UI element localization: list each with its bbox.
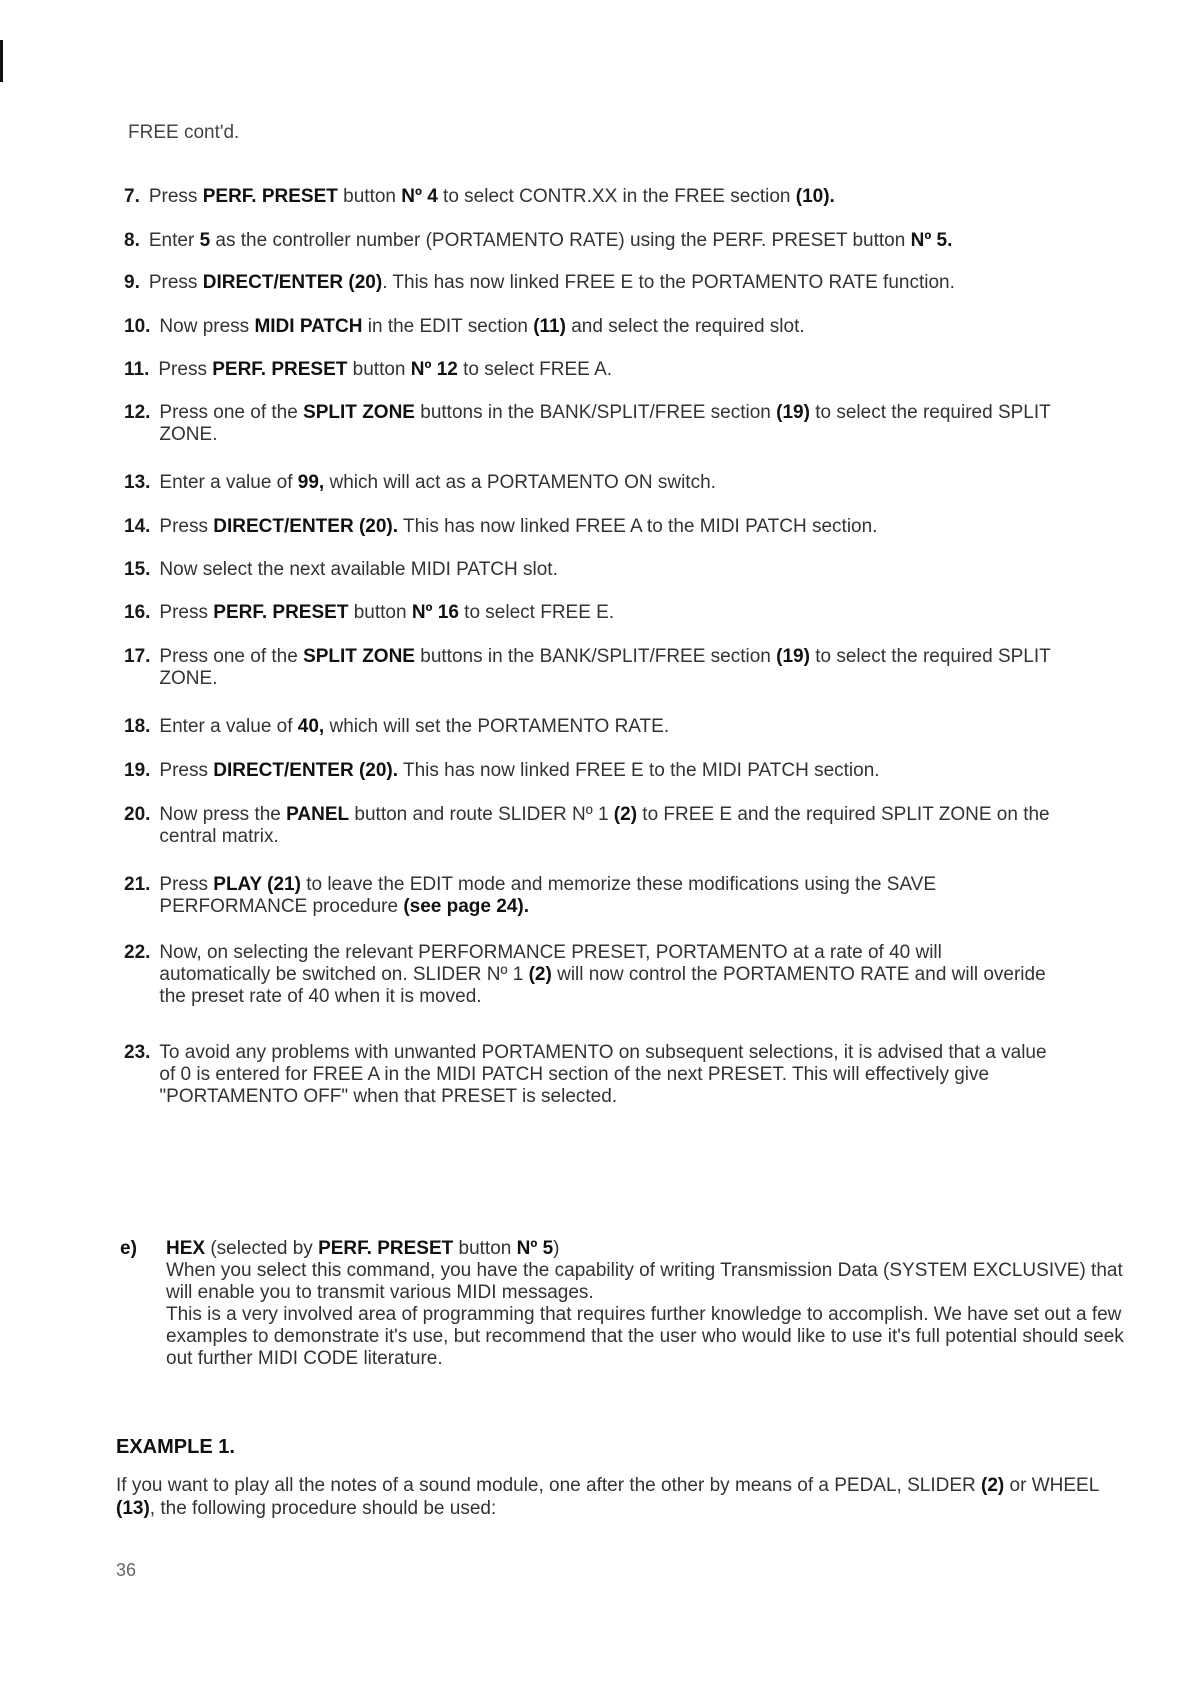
step-number: 21. [124,874,151,895]
step-text [159,716,1054,738]
step-number: 15. [124,559,151,580]
step-item [124,186,1054,208]
step-item [124,804,1054,848]
text-run: This has now linked FREE E to the MIDI PATCH section. [398,760,880,781]
step-item [124,559,1054,581]
step-item [124,516,1054,538]
step-number: 17. [124,646,151,667]
bold-term: DIRECT/ENTER (20). [213,516,399,537]
step-text [159,472,1054,494]
text-run: ) [553,1238,560,1259]
step-number: 9. [124,272,140,293]
bold-term: PERF. PRESET [213,602,349,623]
step-item [124,760,1054,782]
step-item [124,874,1054,918]
text-run: Now press [159,316,255,337]
text-run: to select FREE A. [457,359,613,380]
step-text [159,646,1054,690]
text-run: button and route SLIDER Nº 1 [349,804,614,825]
text-run: . This has now linked FREE E to the PORTAMENTO RATE function. [382,272,955,293]
step-number: 8. [124,230,140,251]
step-text [159,1042,1054,1108]
step-number: 19. [124,760,151,781]
bold-term: PERF. PRESET [318,1238,454,1259]
step-number: 13. [124,472,151,493]
hex-section [120,1238,1130,1370]
hex-label: e) [120,1238,137,1259]
text-run: Press [159,602,214,623]
step-number: 16. [124,602,151,623]
text-run: Enter [148,230,200,251]
step-item [124,646,1054,690]
step-text [159,874,1054,918]
text-run: to select the required SPLIT ZONE. [159,646,1051,689]
step-item [124,602,1054,624]
text-run: Press [148,272,203,293]
step-item [124,316,1054,338]
step-text [149,186,1054,208]
example-body [116,1474,1128,1520]
step-number: 23. [124,1042,151,1063]
step-item [124,402,1054,446]
bold-term: DIRECT/ENTER (20). [213,760,399,781]
text-run: Now press the [159,804,287,825]
step-number: 22. [124,942,151,963]
step-item [124,472,1054,494]
bold-term: MIDI PATCH [254,316,363,337]
step-item [124,272,1054,294]
text-run: Press [158,359,213,380]
step-number: 18. [124,716,151,737]
text-run: Press [148,186,203,207]
step-text [159,942,1054,1008]
text-run: Now select the next available MIDI PATCH slot. [159,559,558,580]
text-run: Press one of the [159,402,304,423]
step-text [159,316,1054,338]
bold-term: (2) [613,804,638,825]
bold-term: (10). [795,186,835,207]
bold-term: (11) [533,316,566,337]
bold-term: PANEL [286,804,350,825]
bold-term: PERF. PRESET [202,186,338,207]
text-run: buttons in the BANK/SPLIT/FREE section [414,402,777,423]
hex-title [166,1238,559,1259]
bold-term: (19) [776,402,810,423]
bold-term: 40, [297,716,325,737]
bold-term: Nº 4 [401,186,438,207]
bold-term: (13) [116,1498,150,1519]
text-run: to select FREE E. [458,602,615,623]
hex-paragraph-1: When you select this command, you have the capability of writing Transmission Data (SYSTEM EXCLUSIVE) that will enable you to transmit various MIDI messages. [166,1260,1123,1303]
bold-term: PERF. PRESET [212,359,348,380]
text-run: will now control the PORTAMENTO RATE and will overide the preset rate of 40 when it is moved. [159,964,1046,1007]
bold-term: DIRECT/ENTER (20) [202,272,383,293]
bold-term: (2) [981,1475,1005,1496]
text-run: Press one of the [159,646,304,667]
bold-term: 99, [297,472,325,493]
example-title: EXAMPLE 1. [116,1436,235,1458]
text-run: Press [159,874,214,895]
page-header: FREE cont'd. [128,122,240,143]
step-text [159,559,1054,581]
step-text [149,272,1054,294]
bold-term: Nº 5. [910,230,953,251]
text-run: to select CONTR.XX in the FREE section [437,186,796,207]
bold-term: Nº 5 [516,1238,554,1259]
text-run: buttons in the BANK/SPLIT/FREE section [414,646,777,667]
text-run: to leave the EDIT mode and memorize these modifications using the SAVE PERFORMANCE procedure [159,874,937,917]
text-run: This has now linked FREE A to the MIDI PATCH section. [398,516,878,537]
text-run: button [453,1238,517,1259]
text-run: Now, on selecting the relevant PERFORMANCE PRESET, PORTAMENTO at a rate of 40 will automatically be switched on. SLIDER Nº 1 [159,942,942,985]
text-run: as the controller number (PORTAMENTO RATE) using the PERF. PRESET button [210,230,911,251]
text-run: or WHEEL [1004,1475,1099,1496]
step-number: 11. [124,359,150,380]
bold-term: (see page 24). [403,896,529,917]
bold-term: SPLIT ZONE [303,646,415,667]
step-text [159,602,1054,624]
step-text [159,516,1054,538]
step-item [124,359,1054,381]
text-run: which will act as a PORTAMENTO ON switch. [324,472,716,493]
step-text [158,359,1054,381]
bold-term: PLAY (21) [213,874,301,895]
text-run: Enter a value of [159,472,298,493]
bold-term: 5 [199,230,211,251]
bold-term: Nº 12 [410,359,458,380]
step-text [159,402,1054,446]
bold-term: (19) [776,646,810,667]
bold-term: SPLIT ZONE [303,402,415,423]
text-run: If you want to play all the notes of a sound module, one after the other by means of a PEDAL, SLIDER [116,1475,982,1496]
step-number: 14. [124,516,151,537]
text-run: button [347,359,411,380]
text-run: Press [159,516,214,537]
step-text [159,760,1054,782]
hex-heading [120,1238,1130,1260]
step-item [124,230,1054,252]
text-run: to FREE E and the required SPLIT ZONE on the central matrix. [159,804,1050,847]
step-text [159,804,1054,848]
text-run: in the EDIT section [362,316,534,337]
step-text [149,230,1054,252]
bold-term: (2) [528,964,552,985]
step-number: 7. [124,186,140,207]
text-run: To avoid any problems with unwanted PORTAMENTO on subsequent selections, it is advised that a value of 0 is entered for FREE A in the MIDI PATCH section of the next PRESET. This will effectively give "PORTAMENTO OFF" when that PRESET is selected. [159,1042,1047,1107]
text-run: (selected by [205,1238,319,1259]
text-run: which will set the PORTAMENTO RATE. [324,716,670,737]
page-number: 36 [116,1560,137,1580]
text-run: to select the required SPLIT ZONE. [159,402,1051,445]
step-number: 12. [124,402,151,423]
step-item [124,942,1054,1008]
step-item [124,716,1054,738]
step-number: 20. [124,804,151,825]
text-run: , the following procedure should be used: [149,1498,497,1519]
text-run: button [337,186,402,207]
step-item [124,1042,1054,1108]
text-run: Press [159,760,214,781]
text-run: Enter a value of [159,716,298,737]
text-run: and select the required slot. [565,316,805,337]
step-number: 10. [124,316,151,337]
hex-paragraph-2: This is a very involved area of programming that requires further knowledge to accomplish. We have set out a few examples to demonstrate it's use, but recommend that the user who would like to use it's full potential should seek out further MIDI CODE literature. [166,1304,1124,1369]
bold-term: Nº 16 [411,602,459,623]
bold-term: HEX [166,1238,206,1259]
text-run: button [348,602,412,623]
